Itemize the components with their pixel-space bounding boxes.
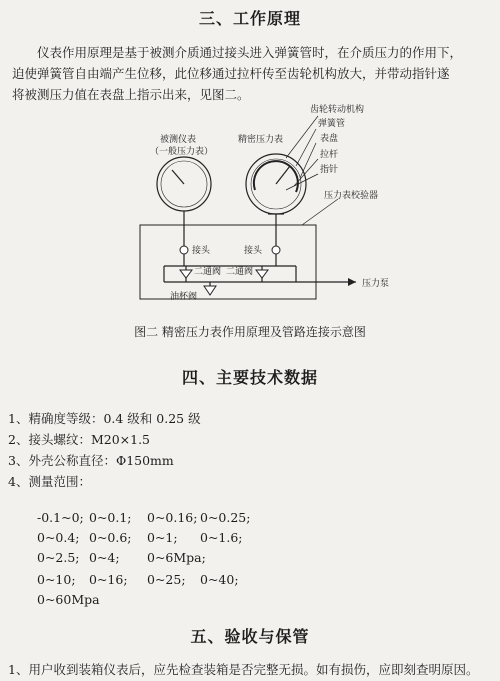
range-value: -0.1~0; — [37, 510, 84, 525]
paragraph-line-3: 将被测压力值在表盘上指示出来，见图二。 — [12, 87, 250, 102]
connector-right-label: 接头 — [244, 246, 263, 256]
range-value: 0~6Mpa; — [147, 550, 206, 565]
range-value: 0~0.16; — [147, 510, 198, 525]
range-value: 0~4; — [89, 550, 120, 565]
callout-pointer: 指针 — [320, 165, 339, 175]
range-value: 0~10; — [37, 572, 76, 587]
callout-rod: 拉杆 — [320, 150, 339, 160]
working-principle-paragraph — [12, 42, 490, 105]
range-value: 0~0.6; — [89, 530, 132, 545]
valve-left-label: 二通阀 — [194, 267, 222, 277]
range-value: 0~0.1; — [89, 510, 132, 525]
callout-spring-tube: 弹簧管 — [318, 119, 346, 129]
spec-accuracy: 1、精确度等级：0.4 级和 0.25 级 — [8, 411, 201, 426]
acceptance-line-1: 1、用户收到装箱仪表后，应先检查装箱是否完整无损。如有损伤，应即刻查明原因。 — [8, 662, 479, 677]
paragraph-line-1: 仪表作用原理是基于被测介质通过接头进入弹簧管时，在介质压力的作用下， — [37, 45, 463, 60]
range-value: 0~1; — [147, 530, 178, 545]
right-gauge-label: 精密压力表 — [238, 135, 284, 145]
figure-caption: 图二 精密压力表作用原理及管路连接示意图 — [134, 325, 366, 339]
pump-label: 压力泵 — [362, 279, 390, 289]
spec-diameter: 3、外壳公称直径：Φ150mm — [8, 453, 174, 468]
callout-dial: 表盘 — [320, 134, 339, 144]
left-gauge-label-2: （一般压力表） — [150, 147, 214, 157]
oil-cup-valve-label: 油杯阀 — [170, 292, 198, 302]
calibrator-frame — [140, 225, 316, 299]
left-gauge-label-1: 被测仪表 — [160, 135, 197, 145]
section-5-heading: 五、验收与保管 — [190, 627, 310, 646]
calibrator-label: 压力表校验器 — [324, 191, 379, 201]
spec-thread: 2、接头螺纹：M20×1.5 — [8, 432, 151, 447]
range-value: 0~16; — [89, 572, 128, 587]
callout-gear: 齿轮转动机构 — [310, 105, 365, 115]
range-value: 0~0.25; — [200, 510, 251, 525]
connector-left-label: 接头 — [192, 246, 211, 256]
range-value: 0~0.4; — [37, 530, 80, 545]
pressure-gauge-diagram — [0, 100, 500, 320]
range-value: 0~40; — [200, 572, 239, 587]
range-value: 0~60Mpa — [37, 592, 100, 607]
valve-right-label: 二通阀 — [226, 267, 254, 277]
spec-range-label: 4、测量范围： — [8, 474, 91, 489]
paragraph-line-2: 迫使弹簧管自由端产生位移，此位移通过拉杆传至齿轮机构放大，并带动指针遂 — [12, 66, 450, 81]
section-3-heading: 三、工作原理 — [198, 9, 301, 28]
section-4-heading: 四、主要技术数据 — [181, 368, 318, 387]
range-value: 0~25; — [147, 572, 186, 587]
range-value: 0~2.5; — [37, 550, 80, 565]
range-value: 0~1.6; — [200, 530, 243, 545]
